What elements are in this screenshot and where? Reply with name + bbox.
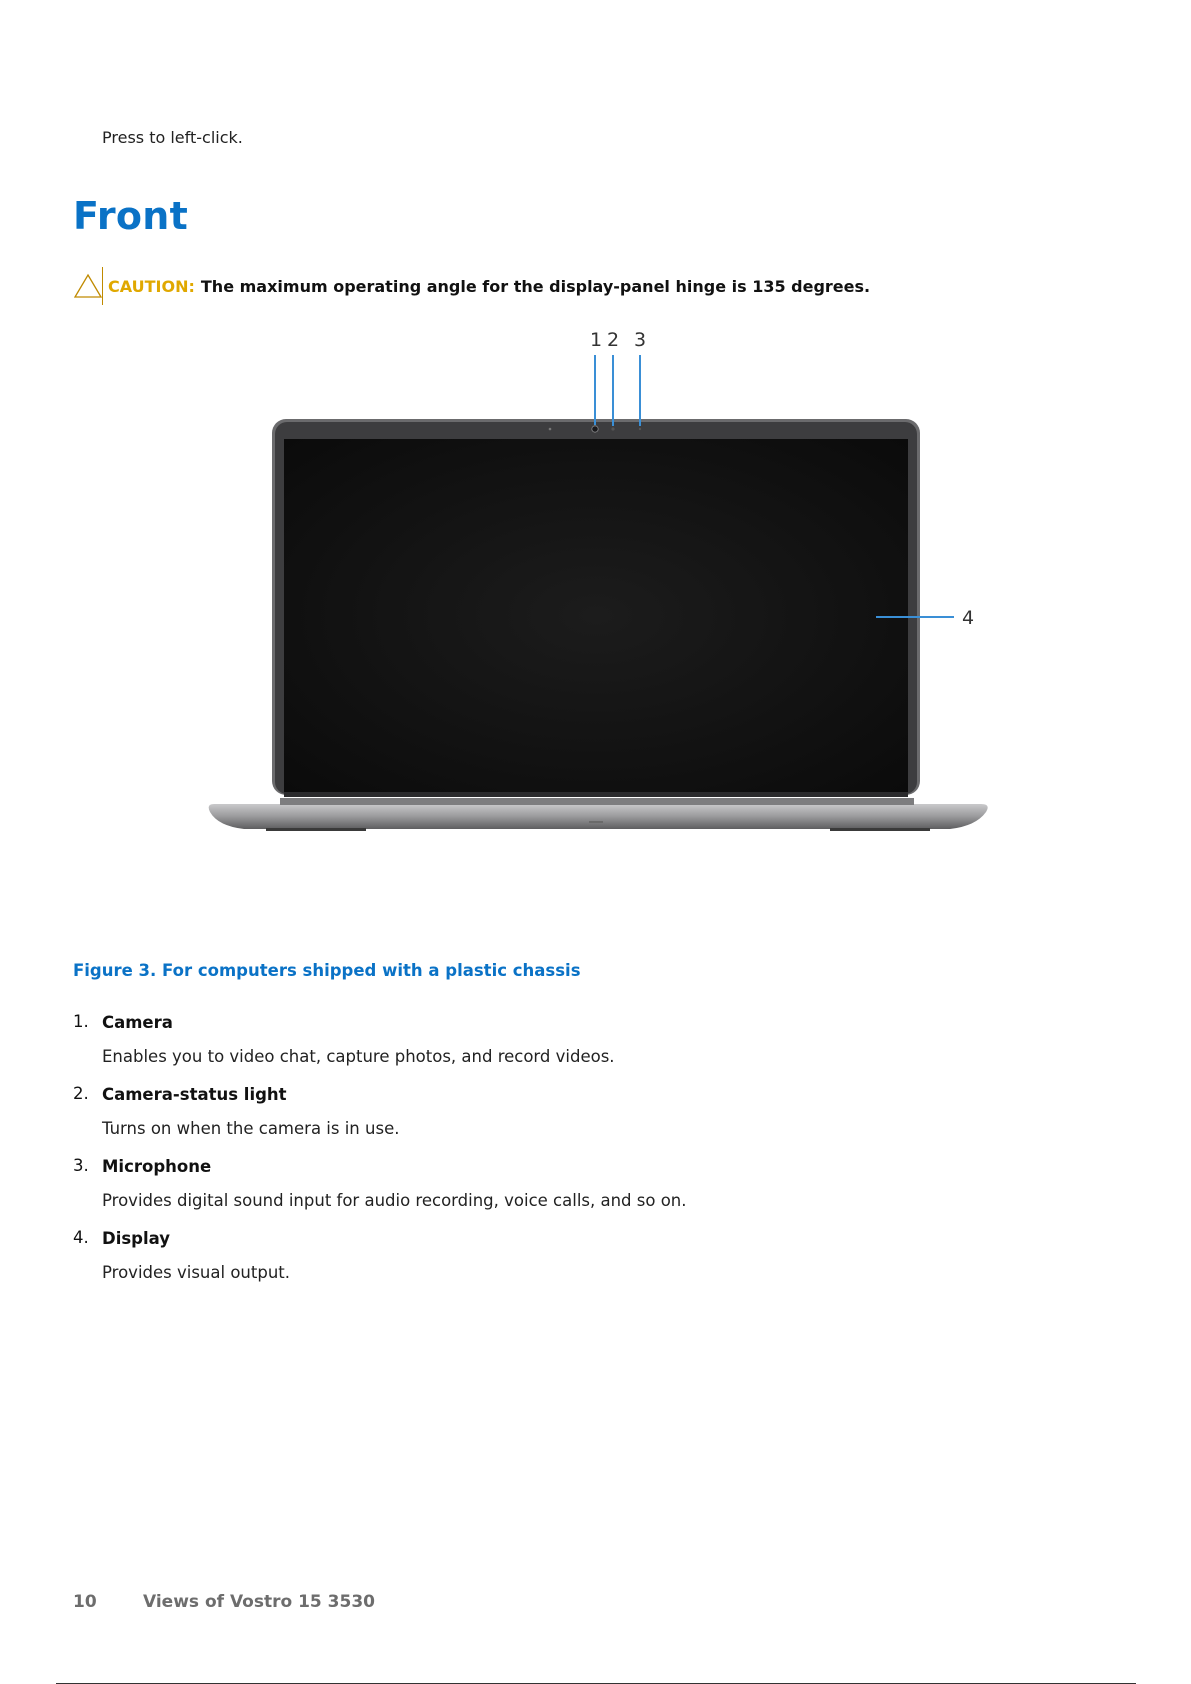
- callout-3: 3: [634, 329, 647, 351]
- item-description: Provides digital sound input for audio recording, voice calls, and so on.: [102, 1191, 687, 1210]
- front-notch: [589, 821, 603, 823]
- item-number: 1.: [73, 1012, 89, 1031]
- list-item: [73, 1084, 1073, 1140]
- callout-2: 2: [607, 329, 620, 351]
- item-number: 3.: [73, 1156, 89, 1175]
- item-title: Camera-status light: [102, 1085, 287, 1104]
- caution-notice: [74, 266, 870, 306]
- microphone: [639, 428, 641, 430]
- foot-right: [830, 828, 930, 831]
- caution-divider: [102, 267, 103, 305]
- list-item: [73, 1228, 1073, 1284]
- camera-status-light: [611, 427, 614, 430]
- item-description: Turns on when the camera is in use.: [102, 1119, 400, 1138]
- list-item: [73, 1012, 1073, 1068]
- callout-4: 4: [962, 607, 975, 629]
- laptop-front-figure: [200, 318, 1020, 858]
- top-note: Press to left-click.: [102, 128, 243, 147]
- item-title: Camera: [102, 1013, 173, 1032]
- laptop-illustration: [200, 318, 1020, 858]
- mic-dot: [549, 428, 552, 431]
- page-title: Front: [73, 194, 189, 238]
- footer-section-title: Views of Vostro 15 3530: [143, 1592, 375, 1612]
- caution-text: The maximum operating angle for the display-panel hinge is 135 degrees.: [200, 276, 871, 296]
- display-screen: [284, 439, 908, 792]
- item-number: 4.: [73, 1228, 89, 1247]
- item-description: Enables you to video chat, capture photos, and record videos.: [102, 1047, 615, 1066]
- camera-lens: [592, 426, 598, 432]
- page-footer: [73, 1592, 375, 1612]
- item-number: 2.: [73, 1084, 89, 1103]
- laptop-base: [209, 804, 988, 829]
- bezel-chin: [284, 792, 908, 797]
- hinge: [280, 798, 914, 805]
- component-list: [73, 1012, 1073, 1300]
- item-title: Display: [102, 1229, 171, 1248]
- foot-left: [266, 828, 366, 831]
- warning-triangle-icon: [74, 266, 102, 306]
- callout-1: 1: [590, 329, 603, 351]
- figure-caption: Figure 3. For computers shipped with a plastic chassis: [73, 961, 581, 980]
- page-number: 10: [73, 1592, 97, 1612]
- list-item: [73, 1156, 1073, 1212]
- caution-label: CAUTION:: [108, 276, 195, 296]
- item-title: Microphone: [102, 1157, 212, 1176]
- item-description: Provides visual output.: [102, 1263, 291, 1282]
